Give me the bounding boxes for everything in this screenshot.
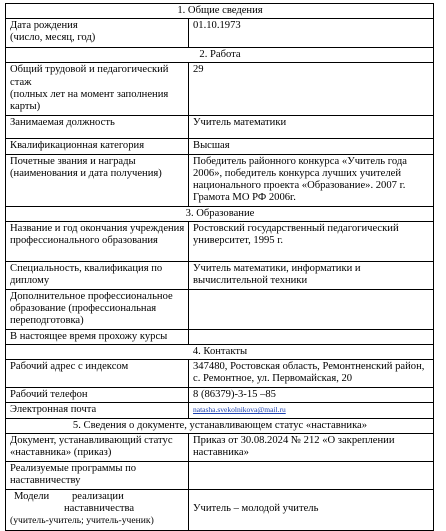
additional-education-row xyxy=(6,289,434,329)
birth-date-label-hint: (число, месяц, год) xyxy=(10,32,96,44)
phone-row xyxy=(6,388,434,403)
email-link[interactable]: natasha.svekolnikova@mail.ru xyxy=(193,405,286,415)
email-label: Электронная почта xyxy=(6,403,189,418)
experience-label-main: Общий трудовой и педагогический стаж xyxy=(10,64,169,88)
programs-label: Реализуемые программы по наставничеству xyxy=(6,461,189,489)
section-contacts-header: 4. Контакты xyxy=(6,345,434,360)
additional-education-label: Дополнительное профессиональное образование (профессиональная переподготовка) xyxy=(6,289,189,329)
specialty-value: Учитель математики, информатики и вычислительной техники xyxy=(189,261,434,289)
address-value: 347480, Ростовская область, Ремонтненский район, с. Ремонтное, ул. Первомайская, 20 xyxy=(189,360,434,388)
current-courses-row xyxy=(6,329,434,344)
section-document-header: 5. Сведения о документе, устанавливающем статус «наставника» xyxy=(6,418,434,433)
experience-value: 29 xyxy=(189,63,434,116)
phone-value: 8 (86379)-3-15 –85 xyxy=(189,388,434,403)
birth-date-value: 01.10.1973 xyxy=(189,19,434,48)
document-value: Приказ от 30.08.2024 № 212 «О закреплении наставника» xyxy=(189,433,434,461)
email-row xyxy=(6,403,434,418)
email-value-cell xyxy=(189,403,434,418)
section-general-row xyxy=(6,4,434,19)
models-label-word-a: Модели xyxy=(14,490,50,502)
experience-label xyxy=(6,63,189,116)
specialty-label: Специальность, квалификация по диплому xyxy=(6,261,189,289)
category-row xyxy=(6,139,434,154)
mentor-card-table xyxy=(5,3,434,531)
position-row xyxy=(6,116,434,139)
experience-label-hint: (полных лет на момент заполнения карты) xyxy=(10,88,169,113)
models-label-word-c: наставничества xyxy=(64,503,135,515)
document-label: Документ, устанавливающий статус «наставника» (приказ) xyxy=(6,433,189,461)
awards-value: Победитель районного конкурса «Учитель года 2006», победитель конкурса лучших учителей национального проекта «Образование». 2007 г. Грамота МО РФ 2006г. xyxy=(189,154,434,206)
awards-label-hint: (наименования и дата получения) xyxy=(10,167,162,179)
current-courses-value xyxy=(189,329,434,344)
position-value: Учитель математики xyxy=(189,116,434,139)
section-education-row xyxy=(6,206,434,221)
models-label-word-b: реализации xyxy=(72,490,124,502)
specialty-row xyxy=(6,261,434,289)
address-row xyxy=(6,360,434,388)
mentor-card-document xyxy=(5,3,434,531)
models-label xyxy=(6,489,189,530)
awards-row xyxy=(6,154,434,206)
section-work-row xyxy=(6,48,434,63)
section-education-header: 3. Образование xyxy=(6,206,434,221)
category-label: Квалификационная категория xyxy=(6,139,189,154)
programs-row xyxy=(6,461,434,489)
section-document-row xyxy=(6,418,434,433)
awards-label xyxy=(6,154,189,206)
experience-row xyxy=(6,63,434,116)
models-value: Учитель – молодой учитель xyxy=(189,489,434,530)
institution-label: Название и год окончания учреждения профессионального образования xyxy=(6,221,189,261)
birth-date-row xyxy=(6,19,434,48)
address-label: Рабочий адрес с индексом xyxy=(6,360,189,388)
document-row xyxy=(6,433,434,461)
position-label: Занимаемая должность xyxy=(6,116,189,139)
section-general-header: 1. Общие сведения xyxy=(6,4,434,19)
current-courses-label: В настоящее время прохожу курсы xyxy=(6,329,189,344)
awards-label-main: Почетные звания и награды xyxy=(10,155,136,167)
institution-row xyxy=(6,221,434,261)
institution-value: Ростовский государственный педагогический университет, 1995 г. xyxy=(189,221,434,261)
category-value: Высшая xyxy=(189,139,434,154)
models-label-line xyxy=(10,491,185,503)
additional-education-value xyxy=(189,289,434,329)
birth-date-label-main: Дата рождения xyxy=(10,20,78,32)
models-row xyxy=(6,489,434,530)
birth-date-label xyxy=(6,19,189,48)
section-contacts-row xyxy=(6,345,434,360)
section-work-header: 2. Работа xyxy=(6,48,434,63)
phone-label: Рабочий телефон xyxy=(6,388,189,403)
models-label-hint: (учитель-учитель; учитель-ученик) xyxy=(10,515,154,527)
programs-value xyxy=(189,461,434,489)
